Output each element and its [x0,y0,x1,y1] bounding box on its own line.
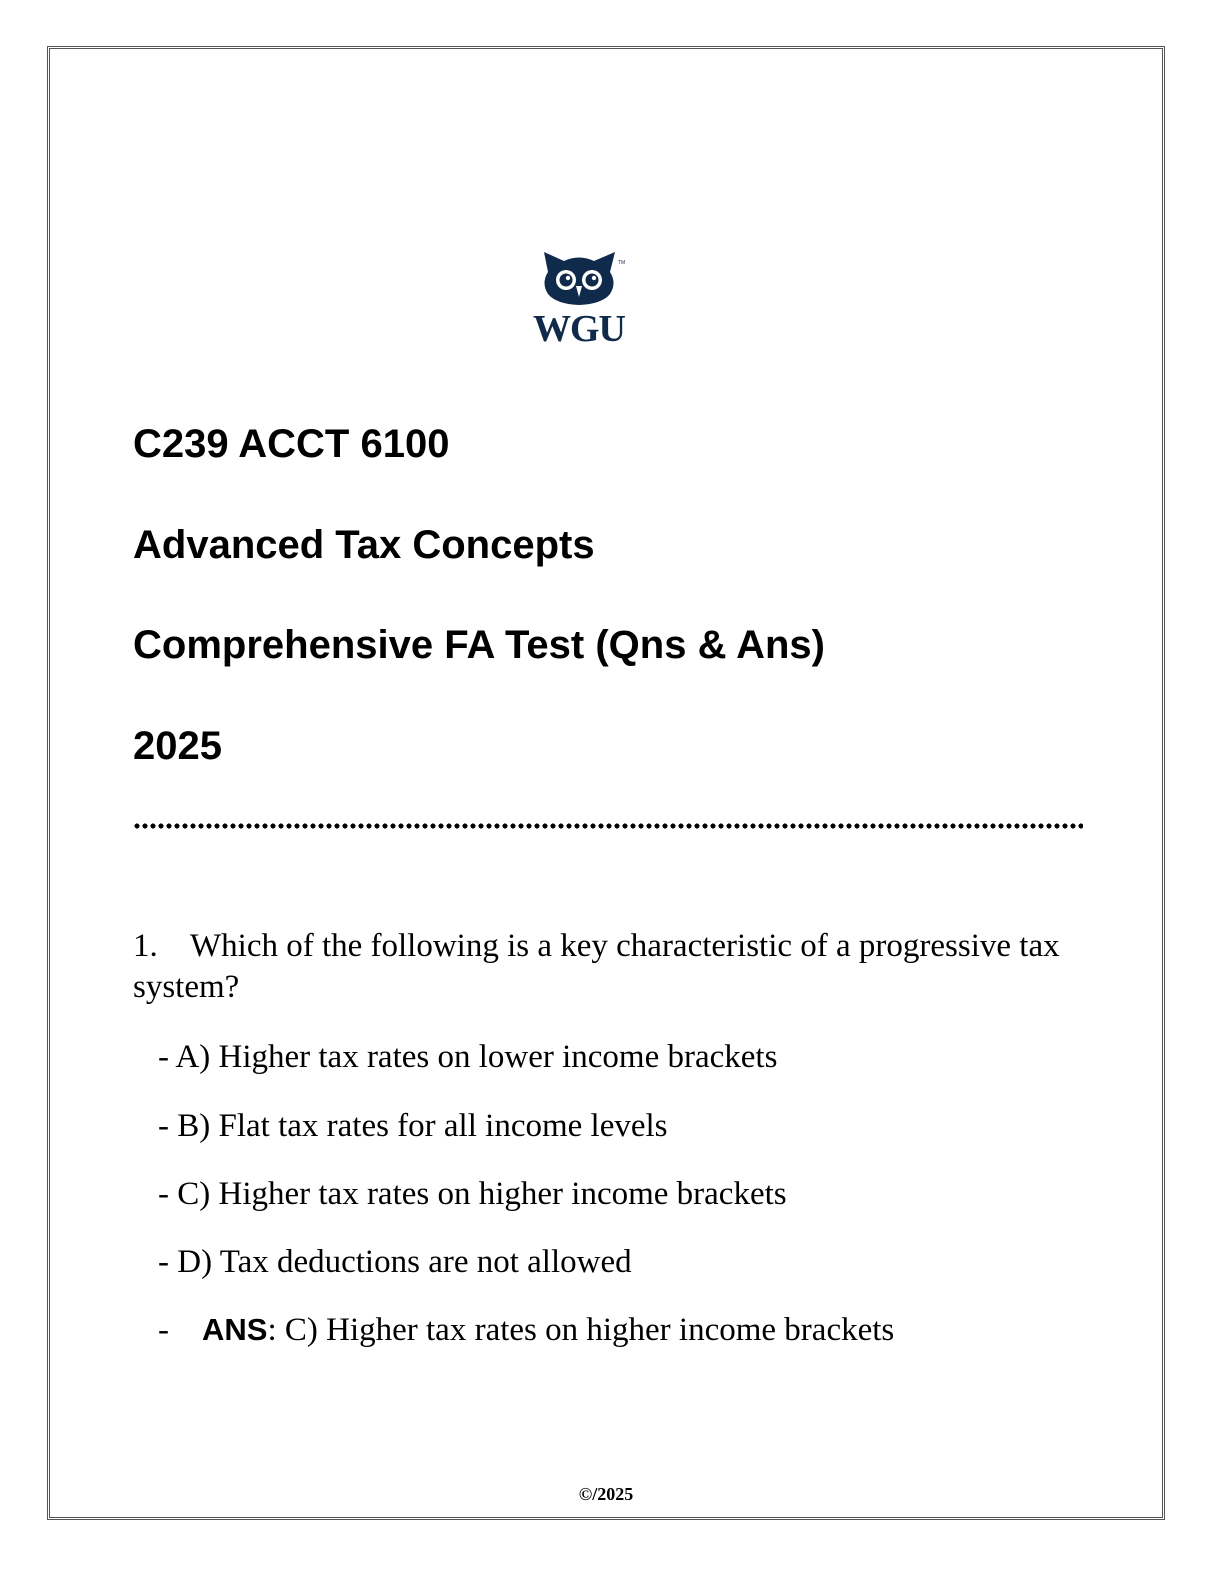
dotted-divider [133,822,1083,830]
wgu-logo [522,250,637,345]
svg-text:WGU: WGU [533,308,625,345]
answer-label: ANS [202,1312,268,1347]
option-a: - A) Higher tax rates on lower income brackets [158,1039,778,1075]
answer-dash: - [158,1312,169,1348]
test-title-heading: Comprehensive FA Test (Qns & Ans) [133,623,825,667]
option-d: - D) Tax deductions are not allowed [158,1244,632,1280]
answer-text: : C) Higher tax rates on higher income brackets [267,1312,895,1348]
year-heading: 2025 [133,724,222,768]
question-number: 1. [133,928,158,964]
subject-heading: Advanced Tax Concepts [133,523,595,567]
owl-icon [522,250,637,345]
copyright-footer: ©/2025 [578,1484,634,1504]
question-1 [133,926,1093,1008]
course-code-heading: C239 ACCT 6100 [133,422,450,466]
question-text: Which of the following is a key characteristic of a progressive tax system? [133,928,1060,1005]
answer-line [158,1310,894,1350]
option-c: - C) Higher tax rates on higher income brackets [158,1176,787,1212]
option-b: - B) Flat tax rates for all income levels [158,1108,668,1144]
svg-text:TM: TM [618,260,626,266]
